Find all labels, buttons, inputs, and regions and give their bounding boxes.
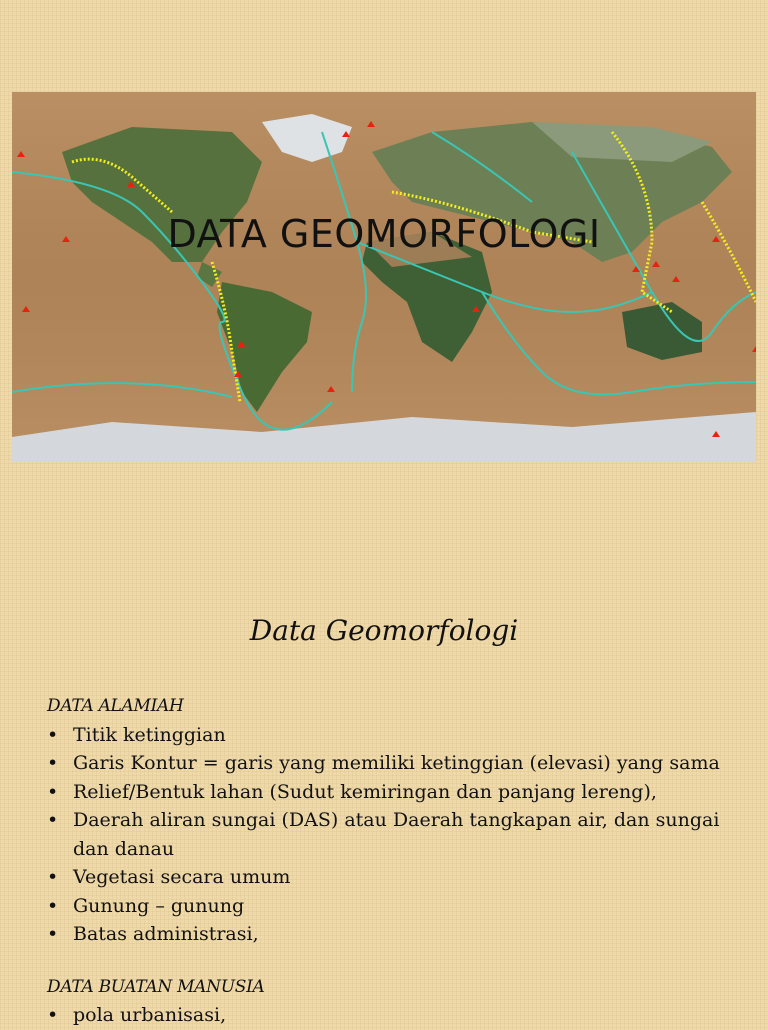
list-item: • Garis Kontur = garis yang memiliki ketinggian (elevasi) yang sama [47,749,747,778]
section-title: Data Geomorfologi [249,614,519,647]
content-body [47,692,747,1030]
bullet-list [47,1001,747,1030]
list-item: • pola urbanisasi, [47,1001,747,1030]
list-item: • Vegetasi secara umum [47,863,747,892]
list-item: • Batas administrasi, [47,920,747,949]
banner-title: DATA GEOMORFOLOGI [167,212,601,256]
world-map-image [12,92,756,462]
category-heading: DATA ALAMIAH [47,696,184,716]
world-map-banner [12,92,756,462]
bullet-list [47,721,747,949]
list-item: • Titik ketinggian [47,721,747,750]
list-item: • Daerah aliran sungai (DAS) atau Daerah tangkapan air, dan sungai dan danau [47,806,747,863]
list-item: • Relief/Bentuk lahan (Sudut kemiringan dan panjang lereng), [47,778,747,807]
category-heading: DATA BUATAN MANUSIA [47,976,265,997]
list-item: • Gunung – gunung [47,892,747,921]
